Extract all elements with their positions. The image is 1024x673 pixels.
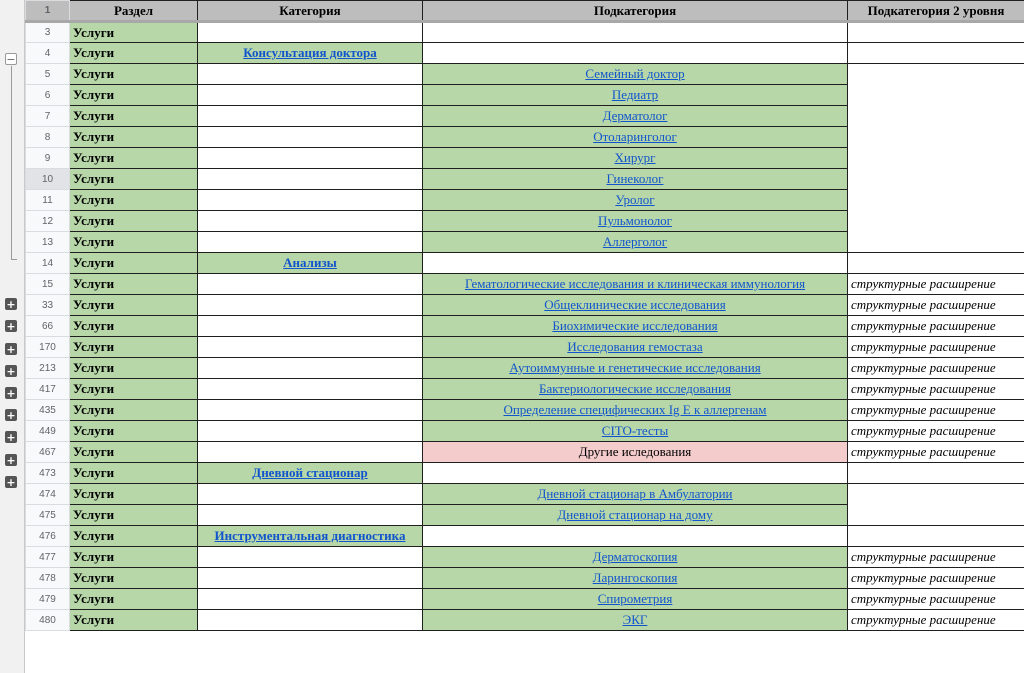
expand-group-icon[interactable]: + [6,343,16,356]
table-row [26,43,1024,64]
section-cell[interactable]: Услуги [70,295,198,316]
row-header[interactable]: 6 [26,85,70,106]
section-cell[interactable]: Услуги [70,547,198,568]
category-cell[interactable] [198,253,423,274]
subcategory2-cell[interactable] [848,484,1024,505]
row-header[interactable]: 66 [26,316,70,337]
subcategory-link[interactable]: Бактериологические исследования [539,381,731,396]
section-cell[interactable]: Услуги [70,85,198,106]
header-row [26,1,1024,22]
table-row [26,64,1024,85]
subcategory-cell[interactable] [423,253,848,274]
subcategory-link[interactable]: Дерматолог [602,108,668,123]
subcategory-text: Другие иследования [578,444,692,459]
subcategory-link[interactable]: Аллерголог [602,234,668,249]
subcategory-cell[interactable] [423,358,848,379]
table-row [26,547,1024,568]
subcategory-link[interactable]: Определение специфических Ig E к аллергенам [503,402,767,417]
section-cell[interactable]: Услуги [70,106,198,127]
row-group-gutter [0,0,25,673]
section-cell[interactable]: Услуги [70,316,198,337]
category-cell[interactable] [198,421,423,442]
column-header-category[interactable]: Категория [198,1,423,22]
column-header-section[interactable]: Раздел [70,1,198,22]
category-cell[interactable] [198,316,423,337]
subcategory-cell[interactable] [423,526,848,547]
category-cell[interactable] [198,484,423,505]
row-header[interactable]: 435 [26,400,70,421]
table-row [26,316,1024,337]
subcategory2-cell[interactable] [848,85,1024,106]
subcategory2-cell[interactable] [848,43,1024,64]
category-cell[interactable] [198,148,423,169]
subcategory-link[interactable]: Дерматоскопия [592,549,678,564]
subcategory-cell[interactable] [423,337,848,358]
subcategory2-cell[interactable] [848,253,1024,274]
subcategory2-cell[interactable]: структурные расширение [848,442,1024,463]
category-cell[interactable] [198,190,423,211]
section-cell[interactable]: Услуги [70,568,198,589]
subcategory-cell[interactable] [423,190,848,211]
subcategory2-cell[interactable]: структурные расширение [848,379,1024,400]
category-cell[interactable] [198,337,423,358]
expand-group-icon[interactable]: + [6,431,16,444]
expand-group-icon[interactable]: + [6,387,16,400]
row-header[interactable]: 476 [26,526,70,547]
subcategory-link[interactable]: Пульмонолог [597,213,673,228]
subcategory-cell[interactable] [423,22,848,43]
table-row [26,253,1024,274]
section-cell[interactable]: Услуги [70,127,198,148]
row-header[interactable]: 4 [26,43,70,64]
subcategory2-cell[interactable]: структурные расширение [848,400,1024,421]
subcategory2-cell[interactable]: структурные расширение [848,295,1024,316]
table-row [26,526,1024,547]
category-cell[interactable] [198,463,423,484]
row-header[interactable]: 213 [26,358,70,379]
subcategory2-cell[interactable] [848,148,1024,169]
subcategory2-cell[interactable]: структурные расширение [848,547,1024,568]
section-cell[interactable]: Услуги [70,253,198,274]
table-row [26,442,1024,463]
subcategory2-cell[interactable]: структурные расширение [848,337,1024,358]
row-header[interactable]: 8 [26,127,70,148]
table-row [26,421,1024,442]
column-header-subcategory-2[interactable]: Подкатегория 2 уровня [848,1,1024,22]
row-header[interactable]: 10 [26,169,70,190]
subcategory-cell[interactable] [423,85,848,106]
subcategory2-cell[interactable] [848,64,1024,85]
category-cell[interactable] [198,22,423,43]
section-cell[interactable]: Услуги [70,463,198,484]
row-header[interactable]: 480 [26,610,70,631]
subcategory2-cell[interactable] [848,505,1024,526]
category-cell[interactable] [198,106,423,127]
table-row [26,589,1024,610]
group-bracket-line [11,66,12,259]
row-header[interactable]: 12 [26,211,70,232]
subcategory-cell[interactable] [423,64,848,85]
category-cell[interactable] [198,505,423,526]
subcategory-link[interactable]: Спирометрия [597,591,673,606]
category-link[interactable]: Консультация доктора [243,45,377,60]
section-cell[interactable]: Услуги [70,211,198,232]
section-cell[interactable]: Услуги [70,169,198,190]
subcategory-link[interactable]: Семейный доктор [585,66,685,81]
row-header[interactable]: 13 [26,232,70,253]
category-cell[interactable] [198,295,423,316]
expand-group-icon[interactable]: + [6,320,16,333]
subcategory-link[interactable]: CITO-тесты [601,423,669,438]
row-header[interactable]: 1 [26,1,70,22]
row-header[interactable]: 479 [26,589,70,610]
table-row [26,568,1024,589]
section-cell[interactable]: Услуги [70,379,198,400]
subcategory-link[interactable]: Дневной стационар на дому [557,507,713,522]
section-cell[interactable]: Услуги [70,22,198,43]
row-header[interactable]: 473 [26,463,70,484]
table-row [26,85,1024,106]
subcategory2-cell[interactable]: структурные расширение [848,358,1024,379]
section-cell[interactable]: Услуги [70,148,198,169]
subcategory-link[interactable]: Гематологические исследования и клиническая иммунология [464,276,806,291]
subcategory-cell[interactable] [423,400,848,421]
category-cell[interactable] [198,442,423,463]
row-header[interactable]: 474 [26,484,70,505]
row-header[interactable]: 7 [26,106,70,127]
subcategory-cell[interactable] [423,106,848,127]
section-cell[interactable]: Услуги [70,232,198,253]
category-cell[interactable] [198,568,423,589]
section-cell[interactable]: Услуги [70,43,198,64]
subcategory2-cell[interactable] [848,190,1024,211]
subcategory-link[interactable]: Гинеколог [606,171,664,186]
section-cell[interactable]: Услуги [70,505,198,526]
table-row [26,337,1024,358]
section-cell[interactable]: Услуги [70,421,198,442]
subcategory-link[interactable]: Исследования гемостаза [567,339,703,354]
subcategory-link[interactable]: Дневной стационар в Амбулатории [537,486,733,501]
row-header[interactable]: 15 [26,274,70,295]
table-row [26,358,1024,379]
category-link[interactable]: Анализы [283,255,337,270]
subcategory2-cell[interactable] [848,106,1024,127]
category-cell[interactable] [198,274,423,295]
row-header[interactable]: 475 [26,505,70,526]
table-row [26,295,1024,316]
row-header[interactable]: 14 [26,253,70,274]
table-row [26,610,1024,631]
subcategory-cell[interactable] [423,169,848,190]
section-cell[interactable]: Услуги [70,64,198,85]
subcategory-link[interactable]: Аутоиммунные и генетические исследования [509,360,761,375]
category-cell[interactable] [198,400,423,421]
subcategory-cell[interactable] [423,232,848,253]
table-row [26,274,1024,295]
table-row [26,505,1024,526]
subcategory2-cell[interactable] [848,211,1024,232]
subcategory-cell[interactable] [423,148,848,169]
table-row [26,106,1024,127]
section-cell[interactable]: Услуги [70,337,198,358]
expand-group-icon[interactable]: + [6,454,16,467]
table-row [26,169,1024,190]
table-row [26,400,1024,421]
category-cell[interactable] [198,211,423,232]
collapse-group-icon[interactable]: − [6,53,16,66]
section-cell[interactable]: Услуги [70,274,198,295]
subcategory-cell[interactable] [423,463,848,484]
subcategory2-cell[interactable]: структурные расширение [848,589,1024,610]
category-cell[interactable] [198,127,423,148]
table-row [26,22,1024,43]
category-cell[interactable] [198,526,423,547]
category-cell[interactable] [198,358,423,379]
category-cell[interactable] [198,169,423,190]
subcategory-cell[interactable] [423,442,848,463]
subcategory-link[interactable]: Педиатр [611,87,659,102]
table-row [26,484,1024,505]
subcategory-cell[interactable] [423,568,848,589]
row-header[interactable]: 11 [26,190,70,211]
row-header[interactable]: 477 [26,547,70,568]
category-link[interactable]: Дневной стационар [252,465,368,480]
subcategory2-cell[interactable] [848,232,1024,253]
category-cell[interactable] [198,64,423,85]
subcategory-link[interactable]: ЭКГ [622,612,648,627]
section-cell[interactable]: Услуги [70,190,198,211]
expand-group-icon[interactable]: + [6,476,16,489]
table-row [26,148,1024,169]
row-header[interactable]: 3 [26,22,70,43]
section-cell[interactable]: Услуги [70,484,198,505]
category-cell[interactable] [198,589,423,610]
subcategory2-cell[interactable] [848,169,1024,190]
subcategory-cell[interactable] [423,43,848,64]
table-row [26,127,1024,148]
section-cell[interactable]: Услуги [70,589,198,610]
subcategory2-cell[interactable]: структурные расширение [848,421,1024,442]
row-header[interactable]: 417 [26,379,70,400]
subcategory-cell[interactable] [423,274,848,295]
subcategory-cell[interactable] [423,547,848,568]
spreadsheet-grid [25,0,1024,631]
row-header[interactable]: 467 [26,442,70,463]
subcategory-link[interactable]: Хирург [614,150,656,165]
category-link[interactable]: Инструментальная диагностика [214,528,406,543]
subcategory-link[interactable]: Общеклинические исследования [544,297,726,312]
subcategory-cell[interactable] [423,421,848,442]
table-row [26,232,1024,253]
subcategory2-cell[interactable]: структурные расширение [848,568,1024,589]
table-row [26,379,1024,400]
subcategory2-cell[interactable] [848,127,1024,148]
category-cell[interactable] [198,43,423,64]
section-cell[interactable]: Услуги [70,526,198,547]
subcategory-cell[interactable] [423,211,848,232]
subcategory2-cell[interactable] [848,526,1024,547]
row-header[interactable]: 170 [26,337,70,358]
category-cell[interactable] [198,85,423,106]
expand-group-icon[interactable]: + [6,365,16,378]
subcategory-cell[interactable] [423,316,848,337]
subcategory2-cell[interactable]: структурные расширение [848,316,1024,337]
category-cell[interactable] [198,610,423,631]
section-cell[interactable]: Услуги [70,442,198,463]
subcategory-cell[interactable] [423,127,848,148]
column-header-subcategory[interactable]: Подкатегория [423,1,848,22]
category-cell[interactable] [198,547,423,568]
subcategory-link[interactable]: Биохимические исследования [552,318,718,333]
subcategory2-cell[interactable]: структурные расширение [848,610,1024,631]
group-bracket-end [11,259,17,260]
subcategory-cell[interactable] [423,505,848,526]
table-row [26,463,1024,484]
subcategory-link[interactable]: Уролог [615,192,655,207]
subcategory-cell[interactable] [423,295,848,316]
table-row [26,211,1024,232]
row-header[interactable]: 449 [26,421,70,442]
subcategory2-cell[interactable]: структурные расширение [848,274,1024,295]
subcategory-link[interactable]: Отоларинголог [593,129,677,144]
section-cell[interactable]: Услуги [70,610,198,631]
table-row [26,190,1024,211]
row-header[interactable]: 5 [26,64,70,85]
expand-group-icon[interactable]: + [6,409,16,422]
subcategory-cell[interactable] [423,379,848,400]
section-cell[interactable]: Услуги [70,400,198,421]
section-cell[interactable]: Услуги [70,358,198,379]
subcategory2-cell[interactable] [848,463,1024,484]
row-header[interactable]: 33 [26,295,70,316]
row-header[interactable]: 478 [26,568,70,589]
category-cell[interactable] [198,232,423,253]
subcategory-cell[interactable] [423,484,848,505]
row-header[interactable]: 9 [26,148,70,169]
subcategory2-cell[interactable] [848,22,1024,43]
expand-group-icon[interactable]: + [6,298,16,311]
subcategory-cell[interactable] [423,610,848,631]
category-cell[interactable] [198,379,423,400]
subcategory-link[interactable]: Ларингоскопия [592,570,678,585]
subcategory-cell[interactable] [423,589,848,610]
